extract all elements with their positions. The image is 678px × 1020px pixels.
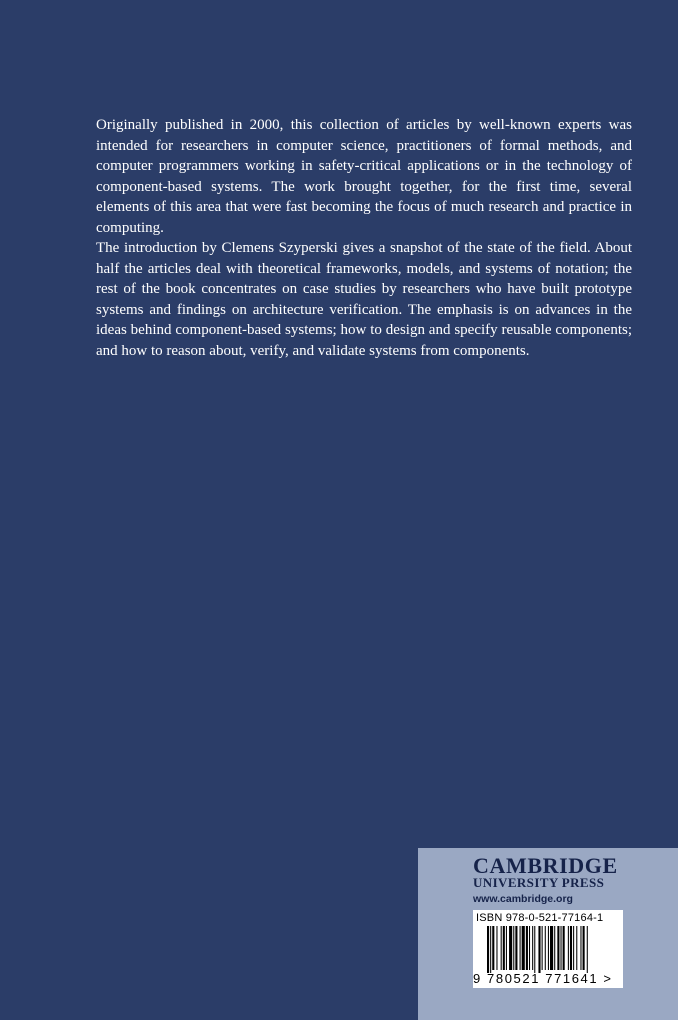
barcode-bar <box>515 926 517 970</box>
barcode-bar <box>503 926 505 970</box>
barcode-bar <box>576 926 577 970</box>
barcode-bar <box>545 926 546 970</box>
barcode-bar <box>490 926 491 973</box>
barcode-bar <box>554 926 555 970</box>
barcode-bar <box>538 926 540 973</box>
barcode-bar <box>509 926 512 970</box>
barcode-bar <box>532 926 533 970</box>
barcode-bar <box>526 926 528 970</box>
publisher-subtitle: UNIVERSITY PRESS <box>473 875 605 890</box>
barcode-bar <box>583 926 585 970</box>
barcode-bar <box>487 926 489 973</box>
blurb-paragraph-1: Originally published in 2000, this collection of articles by well-known experts was intended for researchers in computer science, practitioners of formal methods, and computer programmers working in safety-critical applications or in the technology of component-based systems. The work brought together, for the first time, several elements of this area that were fast becoming the focus of much research and practice in computing. <box>96 117 632 236</box>
barcode-bar <box>548 926 549 970</box>
barcode-bar <box>550 926 553 970</box>
isbn-label: ISBN 978-0-521-77164-1 <box>476 912 604 924</box>
isbn-barcode <box>473 910 623 988</box>
barcode-bar <box>513 926 514 970</box>
barcode-bar <box>492 926 494 970</box>
barcode-bar <box>568 926 569 970</box>
barcode-bar <box>587 926 588 973</box>
barcode-bar <box>522 926 525 970</box>
barcode-bar <box>573 926 574 970</box>
barcode-bar <box>570 926 572 970</box>
barcode-bar <box>580 926 581 970</box>
barcode-bar <box>506 926 507 970</box>
publisher-name: CAMBRIDGE <box>473 853 618 878</box>
barcode-bar <box>520 926 521 970</box>
barcode-bar <box>529 926 530 970</box>
barcode-bar <box>534 926 535 973</box>
barcode-bar <box>557 926 559 970</box>
barcode-bar <box>542 926 543 970</box>
blurb-paragraph-2: The introduction by Clemens Szyperski gives a snapshot of the state of the field. About half the articles deal with theoretical frameworks, models, and systems of notation; the rest of the book concentrates on case studies by researchers who have built prototype systems and findings on architecture verification. The emphasis is on advances in the ideas behind component-based systems; how to design and specify reusable components; and how to reason about, verify, and validate systems from components. <box>96 240 632 359</box>
barcode-bar <box>561 926 562 970</box>
publisher-url: www.cambridge.org <box>473 893 573 905</box>
barcode-bar <box>563 926 565 970</box>
blurb-text <box>96 115 632 361</box>
barcode-digits: 9 780521 771641 > <box>473 971 613 986</box>
publisher-panel <box>418 848 678 1020</box>
barcode-bar <box>501 926 502 970</box>
barcode-bar <box>496 926 497 970</box>
